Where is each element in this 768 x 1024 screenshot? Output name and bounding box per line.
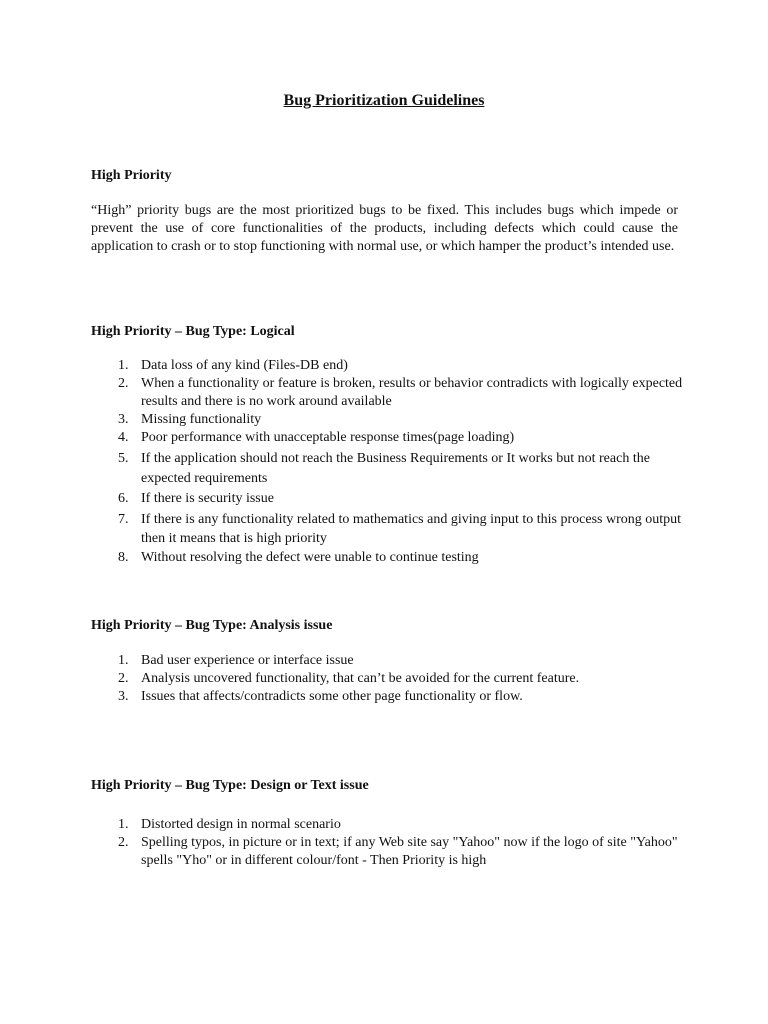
- section-heading-analysis: High Priority – Bug Type: Analysis issue: [91, 618, 333, 633]
- list-item: 1. Data loss of any kind (Files-DB end): [118, 358, 348, 373]
- list-item: 1. Distorted design in normal scenario: [118, 817, 341, 832]
- list-item: 4. Poor performance with unacceptable response times(page loading): [118, 430, 515, 445]
- list-item: 5. If the application should not reach the Business Requirements or It works but not reach the expected requirements: [118, 451, 650, 486]
- list-item: 6. If there is security issue: [118, 491, 274, 506]
- list-item: 2. Spelling typos, in picture or in text; if any Web site say "Yahoo" now if the logo of site "Yahoo" spells "Yho" or in different colour/font - Then Priority is high: [118, 835, 678, 868]
- list-item: 7. If there is any functionality related to mathematics and giving input to this process wrong output then it means that is high priority: [118, 512, 682, 546]
- list-item: 3. Issues that affects/contradicts some other page functionality or flow.: [118, 689, 523, 704]
- section-heading-high-priority: High Priority: [91, 168, 172, 183]
- logical-bug-list: [91, 357, 691, 567]
- list-item: 1. Bad user experience or interface issue: [118, 653, 354, 668]
- document-title: Bug Prioritization Guidelines: [283, 92, 485, 109]
- section-heading-design: High Priority – Bug Type: Design or Text issue: [91, 778, 369, 793]
- list-item: 2. Analysis uncovered functionality, that can’t be avoided for the current feature.: [118, 671, 580, 686]
- list-item: 3. Missing functionality: [118, 412, 262, 427]
- list-item: 2. When a functionality or feature is broken, results or behavior contradicts with logically expected results and there is no work around available: [118, 376, 683, 409]
- analysis-bug-list: [91, 652, 691, 706]
- high-priority-paragraph: “High” priority bugs are the most prioritized bugs to be fixed. This includes bugs which impede or prevent the use of core functionalities of the products, including defects which could cause the application to crash or to stop functioning with normal use, or which hamper the product’s intended use.: [91, 203, 678, 254]
- section-heading-logical: High Priority – Bug Type: Logical: [91, 324, 295, 339]
- list-item: 8. Without resolving the defect were unable to continue testing: [118, 550, 479, 565]
- design-bug-list: [91, 816, 691, 870]
